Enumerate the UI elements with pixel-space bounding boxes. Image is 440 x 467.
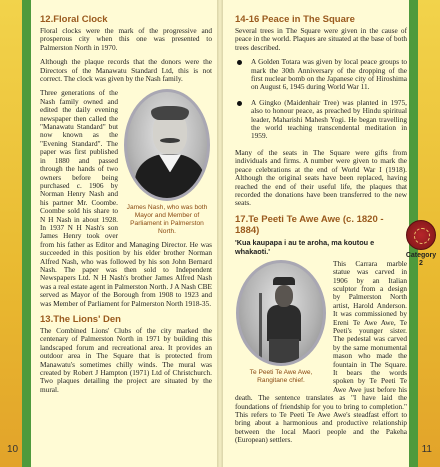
james-nash-caption: James Nash, who was both Mayor and Member of Parliament in Palmerston North.: [126, 204, 208, 236]
peace-bullet-list: [235, 58, 407, 141]
james-nash-photo: [124, 89, 210, 201]
bullet-icon: [237, 101, 242, 106]
heritage-seal-icon: [406, 220, 436, 250]
floral-clock-paragraph-3: Three generations of the Nash family owned and edited the daily evening newspaper then called the "Manawatu Standard" but now known as the "Evening Standard". The paper was first published in 1880 and passed through the hands of two owners before being purchased c. 1906 by Norman Henry Nash and his partner Mr. Coombe. Coombe sold his share to N H Nash in about 1928. In 1937 N H Nash's son James Henry took over from his father as Editor and Managing Director. He was succeeded in this position by his elder brother Norman Alfred Nash, who was followed by his son John Bernard Nash. The paper was then sold to Independent Newspapers Ltd. N H Nash's brother James Alfred Nash was a real estate agent in Palmerston North. J A Nash CBE served as Mayor of the Borough from 1908 to 1923 and was Member of Parliament for Palmerston North 1918-35.: [40, 88, 212, 308]
right-page: [235, 14, 407, 451]
james-nash-portrait: [122, 89, 212, 236]
te-peeti-quote: 'Kua kaupapa i au te aroha, ma koutou e whakaoti.': [235, 237, 375, 256]
lions-den-paragraph: The Combined Lions' Clubs of the city marked the centenary of Palmerston North in 1971 by building this landscaped forum and recreational area. It provides an outdoor area in The Square that is protected from Manawatu's sometimes chilly winds. The mural was created by Robert J Hampton (1971) Ltd of Christchurch. Two plaques detailing the project are situated by the mural.: [40, 326, 212, 394]
section-title-lions-den: 13.The Lions' Den: [40, 314, 121, 325]
te-peeti-photo: [236, 260, 326, 366]
category-label: Category 2: [405, 252, 437, 267]
page-number-right: 11: [421, 444, 432, 455]
te-peeti-body: This Carrara marble statue was carved in 1906 by an Italian sculptor from a design by Palmerston North artist, Harold Anderson. It was commissioned by Ereni Te Awe Awe, Te Peeti's younger sister. The pedestal was carved by the same monumental mason who made the fountain in The Square. It bears the words spoken by Te Peeti Te Awe Awe just before his death. The sentence translates as "I have laid the foundations of friendship for you to bring to completion." This refers to Te Peeti Te Awe Awe's steadfast effort to bring about a harmonious and productive relationship between the local Maori people and the Pakeha (European) settlers.: [235, 258, 407, 445]
bullet-icon: [237, 60, 242, 65]
peace-intro: Several trees in The Square were given in the cause of peace in the world. Plaques are situated at the base of both trees described.: [235, 26, 407, 52]
page-number-left: 10: [7, 444, 19, 455]
list-item: A Golden Totara was given by local peace groups to mark the 30th Anniversary of the dropping of the first nuclear bomb on the Japanese city of Hiroshima on August 6, 1945 during World War 11.: [235, 58, 407, 92]
floral-clock-paragraph-1: Floral clocks were the mark of the progressive and prosperous city when this one was presented to Palmerston North in 1970.: [40, 26, 212, 52]
section-title-te-peeti: 17.Te Peeti Te Awe Awe (c. 1820 - 1884): [235, 213, 384, 236]
list-item: A Gingko (Maidenhair Tree) was planted in 1975, also to honour peace, as preached by Hindu spiritual leader, Maharishi Mahesh Yogi. He began travelling the world teaching transcendental meditation in 1959.: [235, 99, 407, 141]
te-peeti-portrait: [235, 260, 327, 385]
left-green-stripe: [22, 0, 31, 467]
floral-clock-paragraph-2: Although the plaque records that the donors were the Directors of the Manawatu Standard Ltd, this is not correct. The clock was given by the Nash family.: [40, 57, 212, 84]
section-title-floral-clock: 12.Floral Clock: [40, 14, 108, 25]
page-spine: [217, 0, 223, 467]
te-peeti-caption: Te Peeti Te Awe Awe, Rangitane chief.: [249, 368, 313, 384]
left-page: [40, 14, 212, 400]
section-title-peace: 14-16 Peace in The Square: [235, 14, 355, 25]
left-yellow-stripe: [0, 0, 22, 467]
peace-paragraph-2: Many of the seats in The Square were gifts from individuals and firms. A number were given to mark the peace celebrations at the end of World War I (1918). Although the original seats have been replaced, having reached the end of their useful life, the plaques that recorded the donations have been transferred to the new seats.: [235, 147, 407, 208]
